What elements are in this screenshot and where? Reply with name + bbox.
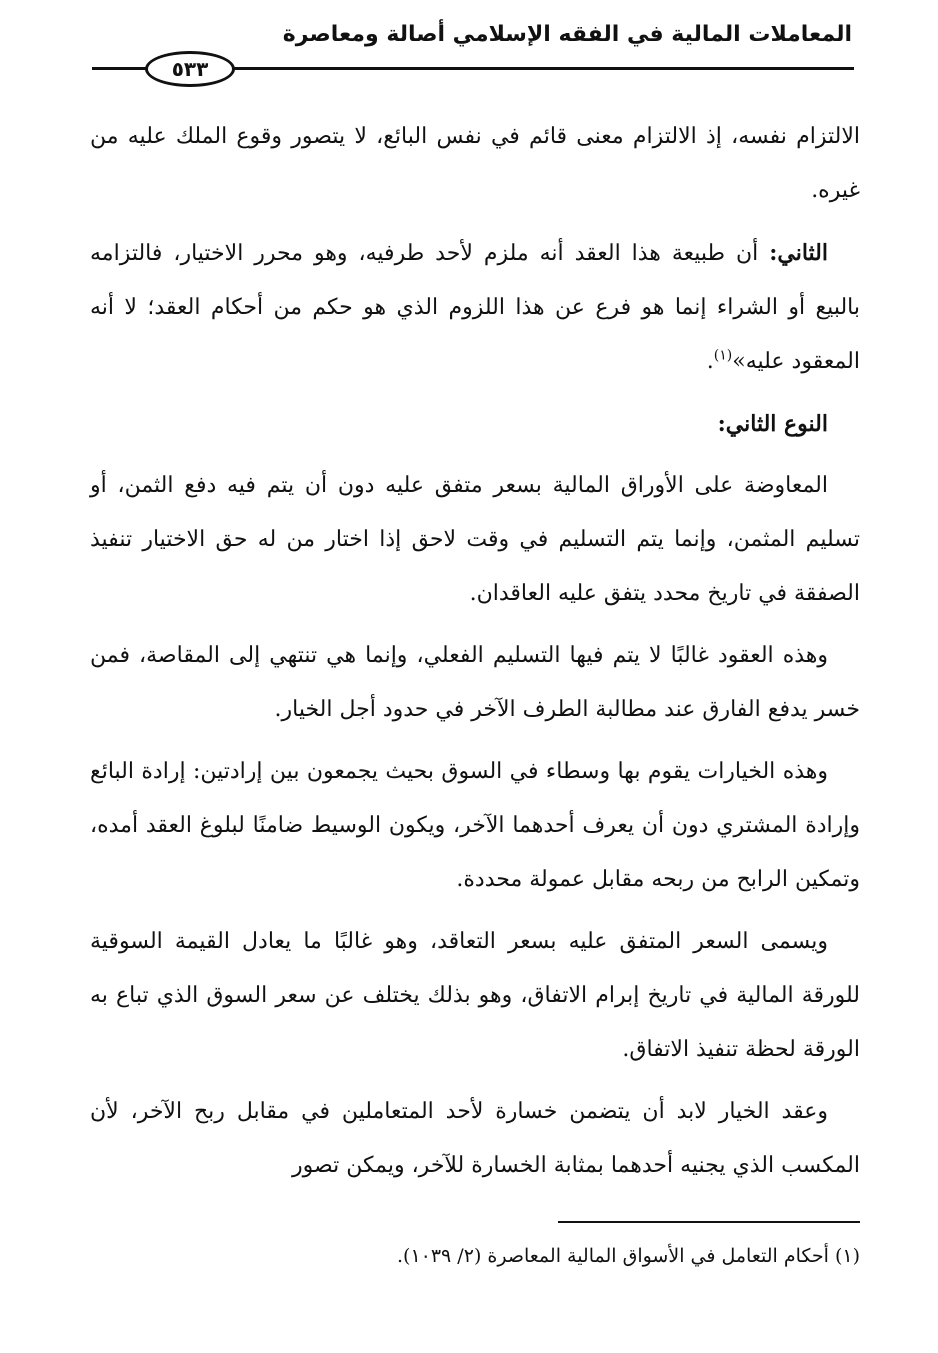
paragraph-2 (90, 226, 860, 389)
paragraph-7: وعقد الخيار لابد أن يتضمن خسارة لأحد المتعاملين في مقابل ربح الآخر، لأن المكسب الذي يجنيه أحدهما بمثابة الخسارة للآخر، ويمكن تصور (90, 1099, 860, 1178)
page-number-badge: ٥٣٣ (145, 51, 235, 87)
paragraph-2-text: أن طبيعة هذا العقد أنه ملزم لأحد طرفيه، وهو محرر الاختيار، فالتزامه بالبيع أو الشراء إنما هو فرع عن هذا اللزوم الذي هو حكم من أحكام العقد؛ لا أنه المعقود عليه» (90, 241, 860, 374)
running-title: المعاملات المالية في الفقه الإسلامي أصالة ومعاصرة (282, 22, 852, 47)
paragraph-3: المعاوضة على الأوراق المالية بسعر متفق عليه دون أن يتم فيه دفع الثمن، أو تسليم المثمن، وإنما يتم التسليم في وقت لاحق إذا اختار من له حق الاختيار تنفيذ الصفقة في تاريخ محدد يتفق عليه العاقدان. (90, 473, 860, 606)
paragraph-2-end: . (706, 349, 714, 374)
footnote: (١) أحكام التعامل في الأسواق المالية المعاصرة (٢/ ١٠٣٩). (396, 1245, 860, 1267)
section-heading: النوع الثاني: (717, 411, 828, 437)
footnote-reference: (١) (713, 347, 733, 364)
main-text (90, 110, 860, 1201)
footnote-rule (558, 1221, 860, 1223)
paragraph-1: الالتزام نفسه، إذ الالتزام معنى قائم في نفس البائع، لا يتصور وقوع الملك عليه من غيره. (90, 124, 860, 203)
paragraph-4: وهذه العقود غالبًا لا يتم فيها التسليم الفعلي، وإنما هي تنتهي إلى المقاصة، فمن خسر يدفع الفارق عند مطالبة الطرف الآخر في حدود أجل الخيار. (90, 643, 860, 722)
paragraph-2-lead: الثاني: (769, 240, 828, 266)
paragraph-5: وهذه الخيارات يقوم بها وسطاء في السوق بحيث يجمعون بين إرادتين: إرادة البائع وإرادة المشتري دون أن يعرف أحدهما الآخر، ويكون الوسيط ضامنًا لبلوغ العقد أمده، وتمكين الرابح من ربحه مقابل عمولة محددة. (90, 759, 860, 892)
paragraph-6: ويسمى السعر المتفق عليه بسعر التعاقد، وهو غالبًا ما يعادل القيمة السوقية للورقة المالية في تاريخ إبرام الاتفاق، وهو بذلك يختلف عن سعر السوق الذي تباع به الورقة لحظة تنفيذ الاتفاق. (90, 929, 860, 1062)
